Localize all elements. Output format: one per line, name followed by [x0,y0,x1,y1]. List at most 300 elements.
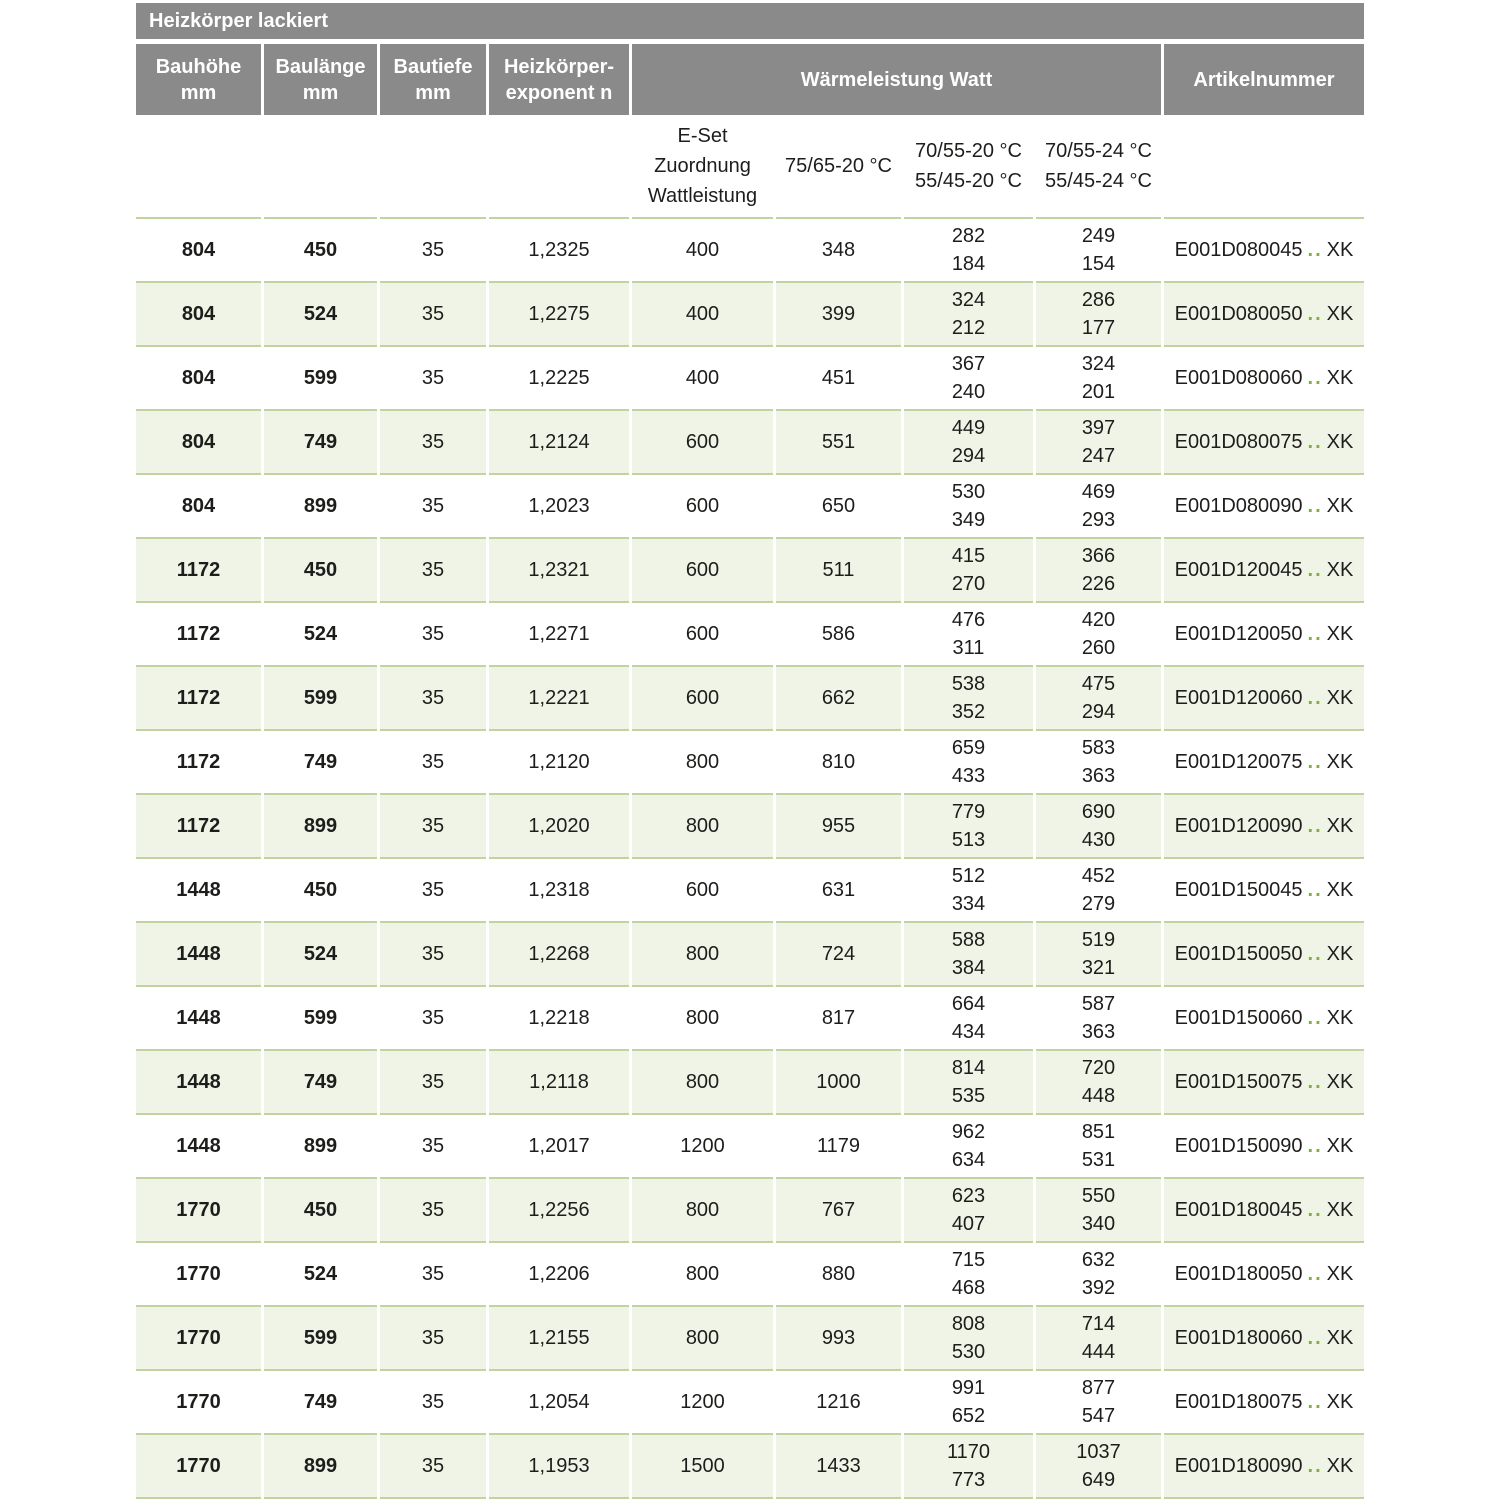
col-header-line: Bauhöhe [155,55,242,78]
watt-value-line: 449 [951,417,986,439]
cell-watt-7055-20 [904,1115,1033,1179]
subheader-empty [380,115,486,219]
cell-watt-7055-20 [904,987,1033,1051]
cell-watt-7055-24 [1036,411,1161,475]
watt-value-line: 363 [1081,765,1116,787]
product-spec-table [133,44,1367,1499]
watt-value-line: 311 [952,637,985,659]
subheader-line: 55/45-20 °C [915,170,1022,192]
cell-watt-7565: 1433 [776,1435,901,1499]
cell-watt-7055-24 [1036,475,1161,539]
watt-value-line: 279 [1081,893,1116,915]
cell-bauhoehe: 804 [136,347,261,411]
cell-bautiefe: 35 [380,603,486,667]
cell-watt-7565: 631 [776,859,901,923]
cell-baulaenge: 899 [264,795,377,859]
artikel-suffix: XK [1326,1391,1354,1413]
cell-baulaenge: 899 [264,1435,377,1499]
subheader-empty [264,115,377,219]
cell-bautiefe: 35 [380,411,486,475]
table-row [136,1435,1364,1499]
cell-bauhoehe: 1172 [136,731,261,795]
watt-value-line: 531 [1081,1149,1116,1171]
cell-bautiefe: 35 [380,923,486,987]
watt-value-line: 154 [1081,253,1116,275]
watt-value-line: 340 [1081,1213,1116,1235]
cell-watt-7055-20 [904,1051,1033,1115]
cell-eset-wattleistung: 800 [632,795,773,859]
cell-artikelnummer [1164,731,1364,795]
cell-artikelnummer [1164,411,1364,475]
subheader-empty [136,115,261,219]
watt-value-line: 773 [951,1469,986,1491]
cell-exponent: 1,2256 [489,1179,629,1243]
table-row [136,283,1364,347]
artikel-suffix: XK [1326,239,1354,261]
artikel-suffix: XK [1326,1071,1354,1093]
cell-eset-wattleistung: 600 [632,667,773,731]
cell-bauhoehe: 1448 [136,923,261,987]
subheader-line: E-Set [677,125,728,147]
watt-value-line: 397 [1081,417,1116,439]
artikel-dots: .. [1307,495,1323,517]
artikel-dots: .. [1307,1327,1323,1349]
cell-watt-7055-20 [904,1371,1033,1435]
watt-value-line: 420 [1081,609,1116,631]
cell-watt-7055-24 [1036,219,1161,283]
cell-watt-7055-20 [904,603,1033,667]
artikel-suffix: XK [1326,943,1354,965]
watt-value-line: 649 [1081,1469,1116,1491]
watt-value-line: 448 [1081,1085,1116,1107]
watt-value-line: 1170 [946,1441,990,1463]
watt-value-line: 652 [951,1405,986,1427]
artikel-dots: .. [1307,879,1323,901]
cell-watt-7055-20 [904,1179,1033,1243]
subheader-row [136,115,1364,219]
artikel-prefix: E001D080050 [1174,303,1303,325]
artikel-suffix: XK [1326,367,1354,389]
col-header-waermeleistung: Wärmeleistung Watt [632,44,1161,115]
col-header-line: exponent n [505,81,613,104]
cell-baulaenge: 524 [264,283,377,347]
cell-baulaenge: 450 [264,859,377,923]
table-row [136,667,1364,731]
cell-bauhoehe: 1770 [136,1179,261,1243]
cell-artikelnummer [1164,795,1364,859]
cell-artikelnummer [1164,1435,1364,1499]
artikel-dots: .. [1307,815,1323,837]
table-row [136,1307,1364,1371]
cell-baulaenge: 450 [264,539,377,603]
watt-value-line: 201 [1081,381,1116,403]
cell-exponent: 1,2275 [489,283,629,347]
cell-baulaenge: 450 [264,1179,377,1243]
watt-value-line: 349 [951,509,986,531]
cell-watt-7565: 551 [776,411,901,475]
watt-value-line: 270 [951,573,986,595]
cell-eset-wattleistung: 600 [632,603,773,667]
artikel-prefix: E001D120060 [1174,687,1303,709]
cell-watt-7055-24 [1036,1435,1161,1499]
watt-value-line: 469 [1081,481,1116,503]
cell-watt-7055-24 [1036,1115,1161,1179]
artikel-suffix: XK [1326,879,1354,901]
cell-watt-7565: 817 [776,987,901,1051]
cell-bautiefe: 35 [380,1051,486,1115]
cell-bautiefe: 35 [380,1371,486,1435]
artikel-dots: .. [1307,1199,1323,1221]
artikel-dots: .. [1307,1135,1323,1157]
cell-artikelnummer [1164,603,1364,667]
cell-watt-7055-24 [1036,795,1161,859]
artikel-suffix: XK [1326,303,1354,325]
cell-watt-7055-20 [904,347,1033,411]
cell-watt-7565: 810 [776,731,901,795]
artikel-dots: .. [1307,1071,1323,1093]
table-row [136,411,1364,475]
watt-value-line: 430 [1081,829,1116,851]
spec-sheet [133,3,1367,1499]
cell-eset-wattleistung: 1200 [632,1115,773,1179]
cell-artikelnummer [1164,1243,1364,1307]
table-row [136,859,1364,923]
cell-baulaenge: 524 [264,603,377,667]
watt-value-line: 814 [951,1057,986,1079]
cell-baulaenge: 749 [264,1371,377,1435]
cell-watt-7565: 1216 [776,1371,901,1435]
watt-value-line: 475 [1081,673,1116,695]
watt-value-line: 444 [1081,1341,1116,1363]
subheader-7055-20 [904,115,1033,219]
watt-value-line: 550 [1081,1185,1116,1207]
artikel-prefix: E001D120075 [1174,751,1303,773]
artikel-suffix: XK [1326,495,1354,517]
col-header-line: mm [180,81,217,104]
watt-value-line: 184 [951,253,986,275]
table-row [136,731,1364,795]
watt-value-line: 779 [951,801,986,823]
artikel-dots: .. [1307,1455,1323,1477]
cell-eset-wattleistung: 800 [632,923,773,987]
watt-value-line: 851 [1081,1121,1116,1143]
cell-bautiefe: 35 [380,283,486,347]
cell-watt-7565: 662 [776,667,901,731]
cell-bauhoehe: 1448 [136,1115,261,1179]
subheader-line: Zuordnung [654,155,751,177]
cell-bauhoehe: 1172 [136,667,261,731]
cell-baulaenge: 599 [264,667,377,731]
cell-bautiefe: 35 [380,667,486,731]
watt-value-line: 715 [951,1249,986,1271]
cell-watt-7565: 586 [776,603,901,667]
artikel-dots: .. [1307,687,1323,709]
artikel-dots: .. [1307,1007,1323,1029]
cell-watt-7055-24 [1036,987,1161,1051]
cell-exponent: 1,2118 [489,1051,629,1115]
table-row [136,475,1364,539]
col-header-bautiefe [380,44,486,115]
col-header-exponent [489,44,629,115]
cell-watt-7055-20 [904,411,1033,475]
header-row [136,44,1364,115]
cell-watt-7055-20 [904,795,1033,859]
cell-bauhoehe: 1172 [136,795,261,859]
cell-artikelnummer [1164,1051,1364,1115]
watt-value-line: 260 [1081,637,1116,659]
cell-baulaenge: 899 [264,1115,377,1179]
table-body [136,219,1364,1499]
cell-bautiefe: 35 [380,1179,486,1243]
artikel-prefix: E001D080060 [1174,367,1303,389]
cell-artikelnummer [1164,347,1364,411]
artikel-prefix: E001D180090 [1174,1455,1303,1477]
cell-watt-7055-20 [904,475,1033,539]
cell-bautiefe: 35 [380,795,486,859]
cell-bautiefe: 35 [380,731,486,795]
cell-exponent: 1,2321 [489,539,629,603]
cell-watt-7565: 767 [776,1179,901,1243]
cell-exponent: 1,2124 [489,411,629,475]
col-header-line: Heizkörper- [503,55,615,78]
cell-eset-wattleistung: 800 [632,987,773,1051]
artikel-prefix: E001D180045 [1174,1199,1303,1221]
col-header-line: Bautiefe [393,55,473,78]
cell-bauhoehe: 804 [136,411,261,475]
cell-exponent: 1,2054 [489,1371,629,1435]
cell-exponent: 1,1953 [489,1435,629,1499]
cell-bautiefe: 35 [380,859,486,923]
cell-watt-7055-24 [1036,1243,1161,1307]
table-row [136,1179,1364,1243]
artikel-prefix: E001D120090 [1174,815,1303,837]
artikel-suffix: XK [1326,431,1354,453]
watt-value-line: 286 [1081,289,1116,311]
cell-artikelnummer [1164,859,1364,923]
watt-value-line: 407 [951,1213,986,1235]
cell-watt-7565: 650 [776,475,901,539]
watt-value-line: 519 [1081,929,1116,951]
artikel-suffix: XK [1326,751,1354,773]
artikel-prefix: E001D180060 [1174,1327,1303,1349]
cell-watt-7565: 724 [776,923,901,987]
watt-value-line: 583 [1081,737,1116,759]
artikel-suffix: XK [1326,687,1354,709]
table-row [136,219,1364,283]
watt-value-line: 714 [1081,1313,1116,1335]
watt-value-line: 452 [1081,865,1116,887]
watt-value-line: 294 [1081,701,1116,723]
cell-watt-7055-20 [904,1435,1033,1499]
col-header-artikelnummer: Artikelnummer [1164,44,1364,115]
cell-watt-7565: 955 [776,795,901,859]
table-row [136,603,1364,667]
cell-exponent: 1,2218 [489,987,629,1051]
cell-watt-7055-20 [904,219,1033,283]
cell-watt-7055-24 [1036,667,1161,731]
subheader-line: Wattleistung [647,185,758,207]
cell-exponent: 1,2120 [489,731,629,795]
cell-watt-7055-20 [904,923,1033,987]
cell-artikelnummer [1164,1307,1364,1371]
col-header-line: mm [302,81,339,104]
artikel-dots: .. [1307,1263,1323,1285]
cell-baulaenge: 899 [264,475,377,539]
col-header-bauhoehe [136,44,261,115]
artikel-suffix: XK [1326,1327,1354,1349]
watt-value-line: 240 [951,381,986,403]
artikel-dots: .. [1307,431,1323,453]
artikel-prefix: E001D150060 [1174,1007,1303,1029]
artikel-dots: .. [1307,623,1323,645]
table-row [136,1115,1364,1179]
watt-value-line: 547 [1081,1405,1116,1427]
cell-watt-7055-24 [1036,283,1161,347]
cell-eset-wattleistung: 800 [632,1179,773,1243]
table-row [136,1243,1364,1307]
cell-watt-7055-20 [904,859,1033,923]
watt-value-line: 324 [951,289,986,311]
cell-watt-7055-24 [1036,539,1161,603]
artikel-suffix: XK [1326,623,1354,645]
cell-watt-7055-24 [1036,1371,1161,1435]
cell-baulaenge: 599 [264,347,377,411]
watt-value-line: 632 [1081,1249,1116,1271]
cell-artikelnummer [1164,1179,1364,1243]
subheader-empty [489,115,629,219]
cell-eset-wattleistung: 600 [632,411,773,475]
cell-watt-7055-20 [904,731,1033,795]
cell-eset-wattleistung: 1500 [632,1435,773,1499]
col-header-baulaenge [264,44,377,115]
cell-watt-7565: 1000 [776,1051,901,1115]
cell-eset-wattleistung: 400 [632,283,773,347]
cell-exponent: 1,2020 [489,795,629,859]
artikel-prefix: E001D120050 [1174,623,1303,645]
artikel-suffix: XK [1326,1135,1354,1157]
watt-value-line: 512 [951,865,986,887]
cell-eset-wattleistung: 600 [632,859,773,923]
cell-eset-wattleistung: 800 [632,1243,773,1307]
subheader-line: 55/45-24 °C [1045,170,1152,192]
cell-bautiefe: 35 [380,1307,486,1371]
watt-value-line: 659 [951,737,986,759]
cell-bautiefe: 35 [380,539,486,603]
cell-bauhoehe: 804 [136,283,261,347]
artikel-dots: .. [1307,239,1323,261]
cell-bauhoehe: 1770 [136,1435,261,1499]
table-row [136,347,1364,411]
cell-bautiefe: 35 [380,987,486,1051]
watt-value-line: 991 [951,1377,986,1399]
watt-value-line: 367 [951,353,986,375]
artikel-dots: .. [1307,559,1323,581]
table-row [136,987,1364,1051]
watt-value-line: 433 [951,765,986,787]
cell-watt-7565: 993 [776,1307,901,1371]
watt-value-line: 177 [1081,317,1116,339]
artikel-suffix: XK [1326,559,1354,581]
cell-bauhoehe: 1448 [136,1051,261,1115]
cell-watt-7055-24 [1036,1179,1161,1243]
watt-value-line: 324 [1081,353,1116,375]
artikel-prefix: E001D080090 [1174,495,1303,517]
subheader-line: 70/55-20 °C [915,140,1022,162]
cell-watt-7055-20 [904,1243,1033,1307]
artikel-prefix: E001D150075 [1174,1071,1303,1093]
cell-watt-7565: 399 [776,283,901,347]
artikel-prefix: E001D180075 [1174,1391,1303,1413]
cell-exponent: 1,2325 [489,219,629,283]
watt-value-line: 294 [951,445,986,467]
cell-exponent: 1,2268 [489,923,629,987]
cell-watt-7055-20 [904,539,1033,603]
artikel-suffix: XK [1326,1007,1354,1029]
cell-bauhoehe: 1448 [136,859,261,923]
col-header-line: mm [415,81,451,104]
subheader-empty [1164,115,1364,219]
artikel-prefix: E001D150050 [1174,943,1303,965]
cell-eset-wattleistung: 400 [632,219,773,283]
watt-value-line: 434 [951,1021,986,1043]
watt-value-line: 249 [1081,225,1116,247]
cell-eset-wattleistung: 400 [632,347,773,411]
cell-bauhoehe: 1448 [136,987,261,1051]
cell-watt-7055-24 [1036,1051,1161,1115]
cell-bauhoehe: 1172 [136,603,261,667]
watt-value-line: 212 [951,317,986,339]
table-title: Heizkörper lackiert [149,10,328,32]
subheader-7565: 75/65-20 °C [776,115,901,219]
watt-value-line: 962 [951,1121,986,1143]
cell-watt-7055-20 [904,1307,1033,1371]
cell-exponent: 1,2271 [489,603,629,667]
cell-exponent: 1,2221 [489,667,629,731]
cell-eset-wattleistung: 600 [632,539,773,603]
watt-value-line: 247 [1081,445,1116,467]
cell-bauhoehe: 1172 [136,539,261,603]
watt-value-line: 352 [951,701,986,723]
cell-watt-7565: 880 [776,1243,901,1307]
cell-baulaenge: 524 [264,923,377,987]
watt-value-line: 392 [1081,1277,1116,1299]
table-title-bar [136,3,1364,39]
artikel-suffix: XK [1326,1455,1354,1477]
table-row [136,1051,1364,1115]
cell-watt-7565: 1179 [776,1115,901,1179]
watt-value-line: 587 [1081,993,1116,1015]
cell-baulaenge: 749 [264,731,377,795]
watt-value-line: 1037 [1076,1441,1121,1463]
watt-value-line: 384 [951,957,986,979]
cell-bautiefe: 35 [380,1243,486,1307]
subheader-7055-24 [1036,115,1161,219]
cell-bauhoehe: 804 [136,219,261,283]
cell-watt-7055-20 [904,667,1033,731]
watt-value-line: 321 [1081,957,1116,979]
cell-artikelnummer [1164,667,1364,731]
artikel-prefix: E001D150090 [1174,1135,1303,1157]
cell-watt-7565: 451 [776,347,901,411]
cell-watt-7055-20 [904,283,1033,347]
cell-bauhoehe: 1770 [136,1307,261,1371]
cell-bautiefe: 35 [380,219,486,283]
cell-eset-wattleistung: 600 [632,475,773,539]
cell-artikelnummer [1164,539,1364,603]
cell-watt-7565: 348 [776,219,901,283]
cell-artikelnummer [1164,475,1364,539]
cell-eset-wattleistung: 800 [632,731,773,795]
